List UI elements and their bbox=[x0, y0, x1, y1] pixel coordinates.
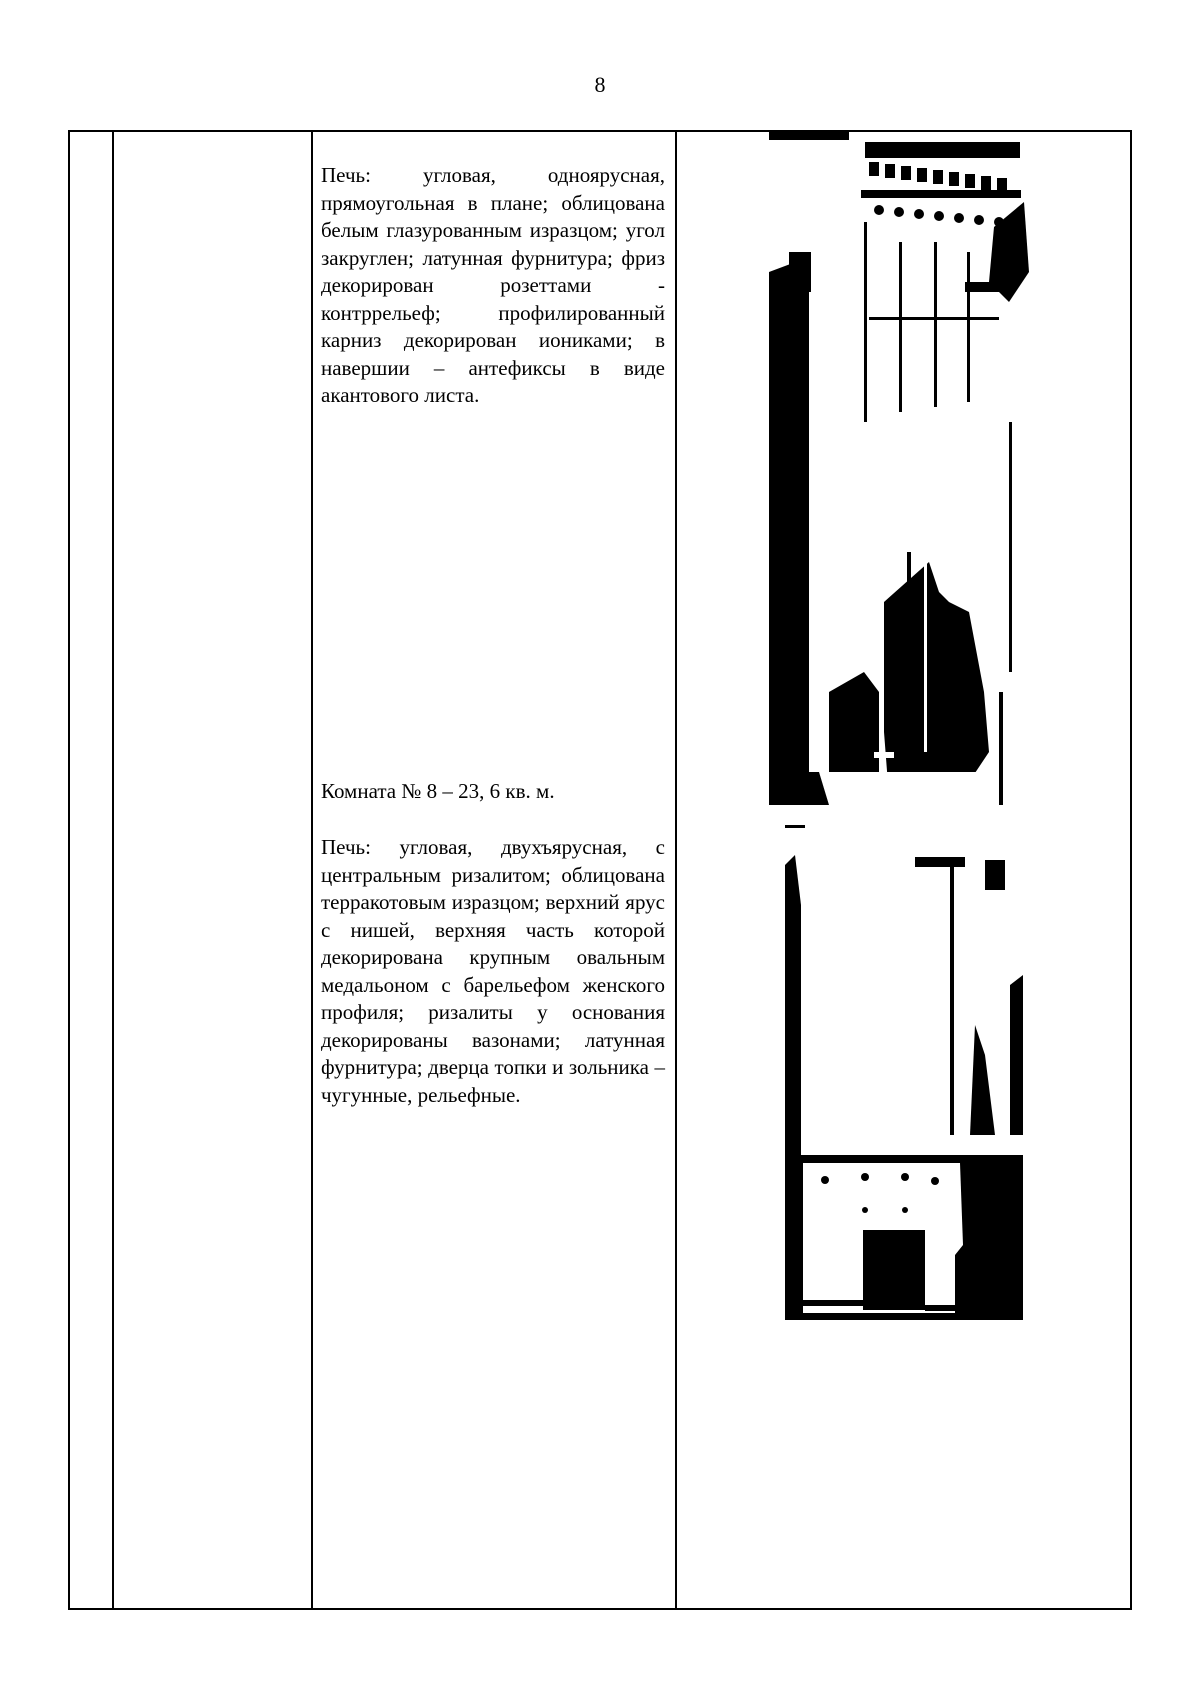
stove-photo-1 bbox=[769, 132, 1036, 805]
page-number: 8 bbox=[594, 72, 606, 97]
stove-description-2: Печь: угловая, двухъярусная, с центральным ризалитом; облицована терракотовым изразцом; верхний ярус с нишей, верхняя часть которой декорирована крупным овальным медальоном с барельефом женского профиля; ризалиты у основания декорированы вазонами; латунная фурнитура; дверца топки и зольника – чугунные, рельефные. bbox=[321, 835, 665, 1107]
document-table bbox=[68, 130, 1132, 1610]
column-divider bbox=[112, 132, 114, 1608]
stove-photo-2 bbox=[785, 825, 1023, 1320]
column-divider bbox=[675, 132, 677, 1608]
column-divider bbox=[311, 132, 313, 1608]
stove-description-1: Печь: угловая, одноярусная, прямоугольная в плане; облицована белым глазурованным изразцом; угол закруглен; латунная фурнитура; фриз декорирован розеттами - контррельеф; профилированный карниз декорирован иониками; в навершии – антефиксы в виде акантового листа. bbox=[321, 163, 665, 407]
room-caption: Комната № 8 – 23, 6 кв. м. bbox=[321, 779, 555, 803]
